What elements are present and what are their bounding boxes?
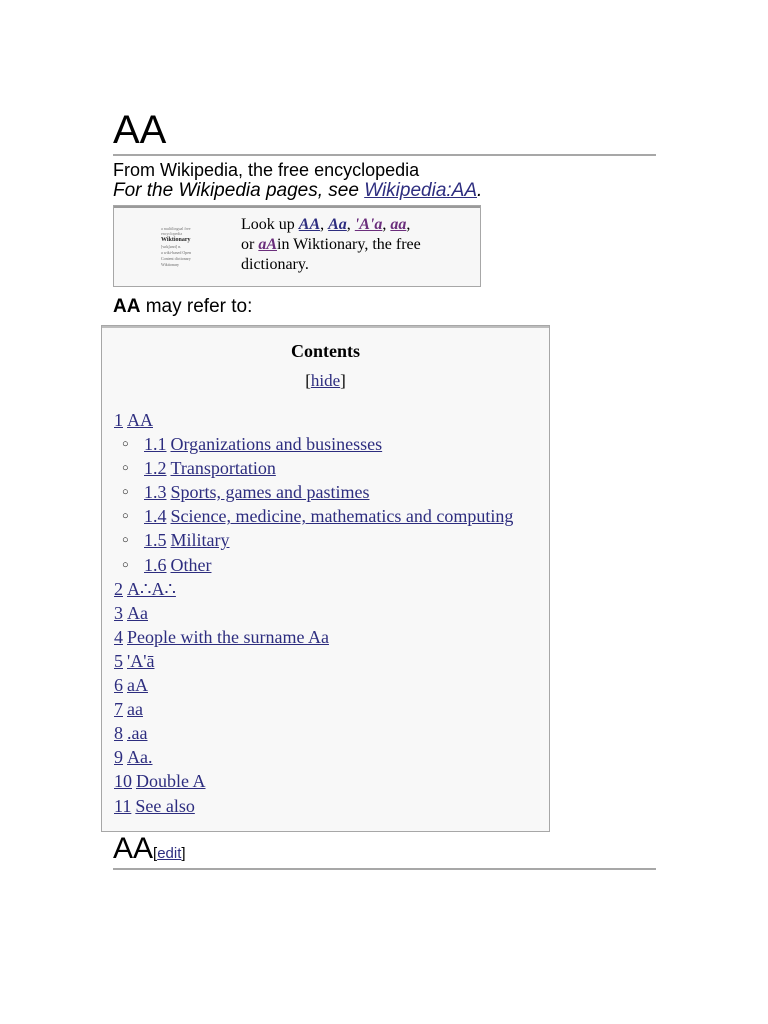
toc-item-link[interactable]: Double A — [136, 771, 206, 792]
toc-item-link[interactable]: Sports, games and pastimes — [170, 482, 370, 503]
toc-item-link[interactable]: aa — [127, 699, 143, 720]
toc-item[interactable] — [114, 697, 513, 721]
toc-item-link[interactable]: Science, medicine, mathematics and computing — [170, 506, 514, 527]
wiktionary-logo-line: Content dictionary — [161, 256, 191, 261]
wiktionary-box-border — [114, 206, 480, 208]
wiktionary-text — [241, 215, 471, 275]
toc-item-link[interactable]: Aa. — [127, 747, 153, 768]
toc-item-number[interactable]: 1 — [114, 410, 123, 430]
toc-item-number[interactable]: 2 — [114, 578, 123, 599]
edit-open: [ — [153, 845, 158, 862]
wiktionary-logo-line: a wiki-based Open — [161, 250, 191, 255]
toc-item-number[interactable]: 8 — [114, 723, 123, 744]
wiktionary-link-Aa[interactable]: Aa — [328, 216, 347, 233]
toc-item-number[interactable]: 1.3 — [144, 482, 167, 503]
title-divider — [113, 154, 656, 156]
toc-item-number[interactable]: 6 — [114, 675, 123, 696]
hatnote-link[interactable]: Wikipedia:AA — [364, 180, 478, 201]
section-heading — [113, 830, 186, 873]
toc-item-number[interactable]: 4 — [114, 626, 123, 647]
bullet-icon: ○ — [122, 486, 129, 499]
section-title: AA — [113, 832, 154, 865]
toc-item[interactable] — [114, 601, 513, 625]
section-edit — [153, 845, 186, 862]
wiktionary-link-aa[interactable]: aa — [390, 216, 407, 233]
toc-item-number[interactable]: 11 — [114, 795, 132, 816]
table-of-contents — [101, 325, 550, 832]
wiktionary-logo-line: encyclopedia — [161, 231, 183, 236]
toc-item-number[interactable]: 1.1 — [144, 434, 167, 455]
bullet-icon: ○ — [122, 510, 129, 523]
toc-item-link[interactable]: Military — [170, 530, 230, 551]
toc-item[interactable] — [114, 769, 513, 793]
toc-item[interactable] — [114, 794, 513, 818]
toc-item-link[interactable]: 'A'ā — [127, 650, 155, 671]
toc-hide-button[interactable]: hide — [310, 371, 341, 390]
bullet-icon: ○ — [122, 534, 129, 547]
wiktionary-logo-line: a multilingual free — [161, 226, 191, 231]
toc-item-link[interactable]: A∴A∴ — [127, 578, 176, 599]
toc-item[interactable] — [114, 721, 513, 745]
edit-close: ] — [181, 845, 186, 862]
toc-item-number[interactable]: 10 — [114, 771, 132, 792]
toc-item-number[interactable]: 3 — [114, 602, 123, 623]
separator: , — [320, 216, 329, 233]
toc-item[interactable] — [114, 432, 513, 456]
toc-item-link[interactable]: AA — [127, 410, 153, 430]
toc-item-number[interactable]: 1.2 — [144, 458, 167, 479]
toc-item[interactable] — [114, 456, 513, 480]
toc-heading: Contents — [290, 341, 360, 361]
page-title: AA — [113, 108, 167, 152]
toc-item-number[interactable]: 5 — [114, 650, 123, 671]
toc-item-link[interactable]: Other — [170, 554, 212, 575]
toc-item-link[interactable]: Transportation — [170, 458, 276, 479]
toc-hide-open: [ — [305, 371, 311, 390]
or-label: or — [241, 236, 259, 253]
toc-item[interactable] — [114, 577, 513, 601]
separator: , — [382, 216, 391, 233]
wiktionary-logo-name: Wiktionary — [161, 237, 191, 243]
toc-item[interactable] — [114, 625, 513, 649]
toc-list — [114, 408, 513, 818]
separator: , — [346, 216, 355, 233]
toc-item-link[interactable]: Organizations and businesses — [170, 434, 383, 455]
hatnote — [113, 180, 482, 202]
wiktionary-link-AA[interactable]: AA — [298, 216, 321, 233]
toc-item-link[interactable]: See also — [135, 795, 195, 816]
site-tagline: From Wikipedia, the free encyclopedia — [113, 160, 420, 180]
toc-item-link[interactable]: .aa — [127, 723, 148, 744]
hatnote-prefix: For the Wikipedia pages, see — [113, 180, 365, 201]
intro-text — [113, 295, 252, 319]
wiktionary-logo-line: [wɪkʃənri] n. — [161, 244, 182, 249]
toc-item-number[interactable]: 9 — [114, 747, 123, 768]
intro-rest: may refer to: — [140, 296, 253, 317]
wiktionary-link-aA[interactable]: aA — [258, 236, 277, 253]
look-up-label: Look up — [241, 216, 299, 233]
toc-item-number[interactable]: 1.4 — [144, 506, 167, 527]
wiktionary-link-okina[interactable]: 'A'a — [354, 216, 383, 233]
toc-item[interactable] — [114, 745, 513, 769]
toc-item-link[interactable]: Aa — [127, 602, 148, 623]
hatnote-suffix: . — [477, 180, 483, 201]
toc-border — [102, 326, 549, 328]
toc-item[interactable] — [114, 480, 513, 504]
toc-item-link[interactable]: People with the surname Aa — [127, 626, 329, 647]
bullet-icon: ○ — [122, 558, 129, 571]
toc-item[interactable] — [114, 504, 513, 528]
toc-hide-close: ] — [340, 371, 346, 390]
toc-item[interactable] — [114, 553, 513, 577]
toc-item[interactable] — [114, 528, 513, 552]
toc-item-link[interactable]: aA — [127, 675, 148, 696]
section-edit-link[interactable]: edit — [157, 845, 182, 862]
toc-item[interactable] — [114, 408, 513, 432]
intro-term: AA — [113, 296, 141, 317]
toc-item-number[interactable]: 1.5 — [144, 530, 167, 551]
wiktionary-suffix: in Wiktionary, the free dictionary. — [241, 236, 421, 273]
wiktionary-logo-line: Wiktionary — [161, 262, 180, 267]
toc-hide-toggle — [102, 370, 549, 392]
bullet-icon: ○ — [122, 462, 129, 475]
bullet-icon: ○ — [122, 438, 129, 451]
wiktionary-logo — [161, 226, 201, 270]
toc-item[interactable] — [114, 673, 513, 697]
toc-item-number[interactable]: 7 — [114, 699, 123, 720]
wiktionary-box — [113, 205, 481, 287]
toc-item[interactable] — [114, 649, 513, 673]
section-divider — [113, 868, 656, 870]
separator: , — [406, 216, 411, 233]
toc-item-number[interactable]: 1.6 — [144, 554, 167, 575]
